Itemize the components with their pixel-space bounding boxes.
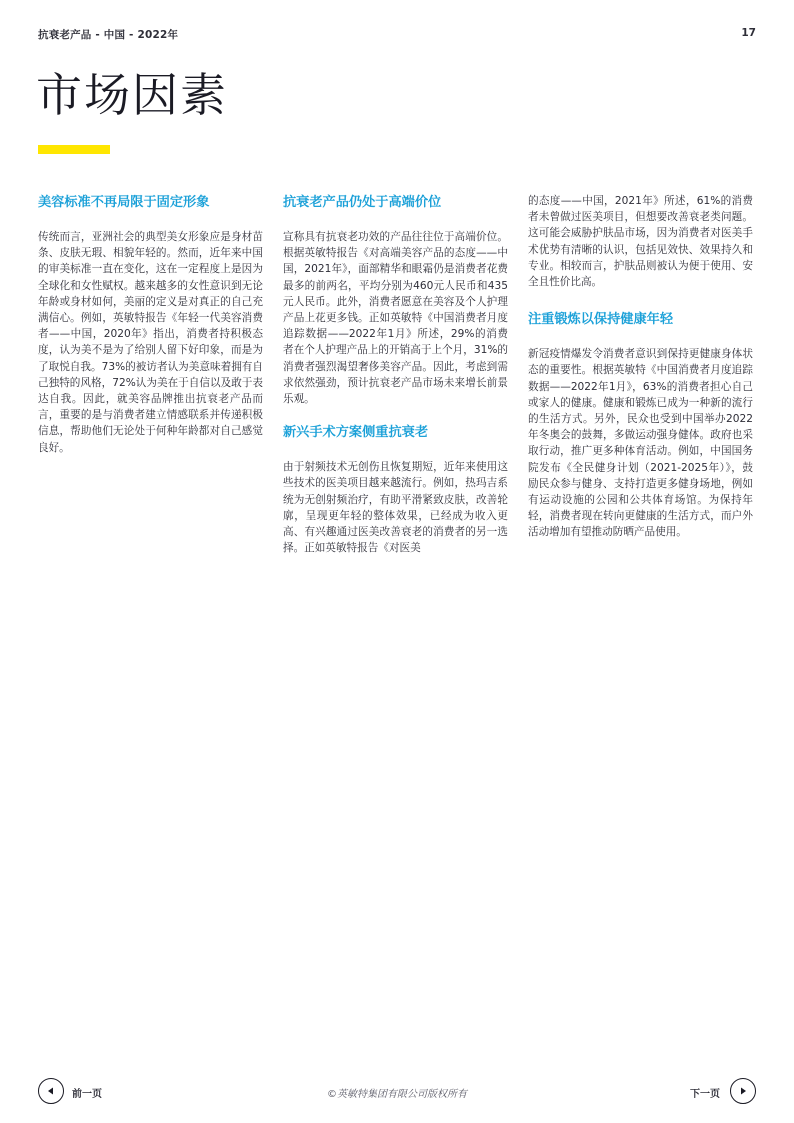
column-2 [283,193,508,556]
section-body-beauty-standards: 传统而言，亚洲社会的典型美女形象应是身材苗条、皮肤无瑕、相貌年轻的。然而，近年来中国的审美标准一直在变化，这在一定程度上是因为全球化和女性赋权。越来越多的女性意识到无论年龄或身材如何，美丽的定义是对真正的自己充满信心。例如，英敏特报告《年轻一代美容消费者——中国，2020年》指出，消费者持积极态度，认为美不是为了给别人留下好印象，而是为了取悦自我。73%的被访者认为美意味着拥有自己独特的风格，72%认为美在于自信以及敢于表达自我。因此，就美容品牌推出抗衰老产品而言，重要的是与消费者建立情感联系并传递积极信息，帮助他们无论处于何种年龄都对自己感觉良好。 [38,231,263,454]
page-title: 市场因素 [36,68,228,122]
footer [0,1076,794,1106]
section-body-surgical-options: 由于射频技术无创伤且恢复期短，近年来使用这些技术的医美项目越来越流行。例如，热玛吉系统为无创射频治疗，有助平滑紧致皮肤，改善轮廓，呈现更年轻的整体效果，已经成为收入更高、有兴趣通过医美改善衰老的消费者的另一选择。正如英敏特报告《对医美 [283,461,508,555]
copyright-notice: ©英敏特集团有限公司版权所有 [327,1089,467,1100]
right-arrow-icon [738,1086,748,1096]
section-body-premium-pricing: 宣称具有抗衰老功效的产品往往位于高端价位。根据英敏特报告《对高端美容产品的态度——中国，2021年》，面部精华和眼霜仍是消费者花费最多的前两名，平均分别为460元人民币和435元人民币。此外，消费者愿意在美容及个人护理产品上花更多钱。正如英敏特《中国消费者月度追踪数据——2022年1月》所述，29%的消费者在个人护理产品上的开销高于上个月，31%的消费者强烈渴望奢侈美容产品。因此，考虑到需求依然强劲，预计抗衰老产品市场未来增长前景乐观。 [283,231,508,406]
section-heading-exercise: 注重锻炼以保持健康年轻 [528,312,674,328]
running-header: 抗衰老产品 - 中国 - 2022年 [38,29,179,41]
column-3 [528,193,753,541]
next-page-label[interactable]: 下一页 [690,1089,720,1100]
column-1 [38,193,263,456]
section-heading-beauty-standards: 美容标准不再局限于固定形象 [38,195,210,210]
section-heading-premium-pricing: 抗衰老产品仍处于高端价位 [283,195,442,210]
section-body-exercise: 新冠疫情爆发令消费者意识到保持更健康身体状态的重要性。根据英敏特《中国消费者月度追踪数据——2022年1月》，63%的消费者担心自己或家人的健康。健康和锻炼已成为一种新的流行的生活方式。另外，民众也受到中国举办2022年冬奥会的鼓舞，多做运动强身健体。政府也采取行动，推广更多种体育活动。例如，中国国务院发布《全民健身计划（2021-2025年）》，鼓励民众参与健身、支持打造更多健身场地，例如有运动设施的公园和公共体育场馆。为保持年轻，消费者现在转向更健康的生活方式，而户外活动增加有望推动防晒产品使用。 [528,348,753,539]
next-page-button[interactable] [730,1078,756,1104]
previous-page-label[interactable]: 前一页 [72,1089,102,1100]
page-number: 17 [741,27,756,39]
title-accent-bar [38,145,110,154]
section-body-surgical-options-continued: 的态度——中国，2021年》所述，61%的消费者未曾做过医美项目，但想要改善衰老类问题。这可能会威胁护肤品市场，因为消费者对医美手术优势有清晰的认识，包括见效快、效果持久和专业。相较而言，护肤品则被认为便于使用、安全且性价比高。 [528,195,753,289]
section-heading-surgical-options: 新兴手术方案侧重抗衰老 [283,425,429,441]
